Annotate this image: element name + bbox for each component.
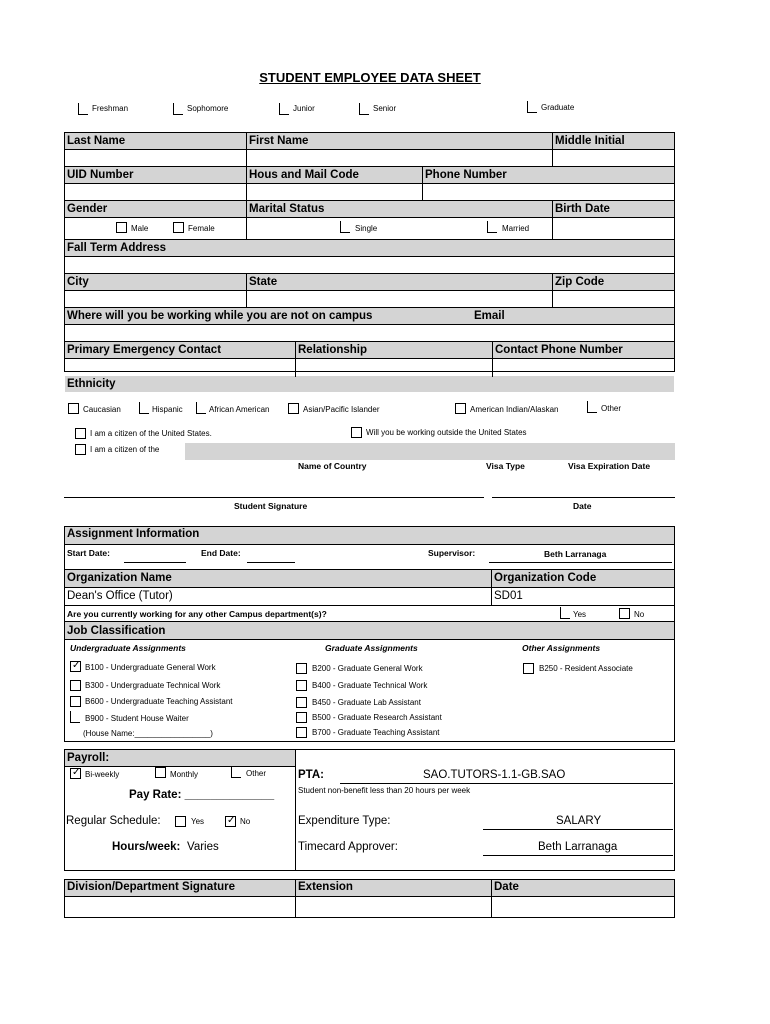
schedule-no-checkbox[interactable] — [225, 816, 236, 827]
b300-label: B300 - Undergraduate Technical Work — [85, 681, 221, 690]
american-indian-label: American Indian/Alaskan — [470, 405, 559, 414]
senior-checkbox[interactable] — [359, 103, 369, 115]
phone-label: Phone Number — [425, 169, 507, 181]
freshman-label: Freshman — [92, 104, 129, 113]
b200-checkbox[interactable] — [296, 663, 307, 674]
relationship-label: Relationship — [298, 344, 368, 356]
hispanic-label: Hispanic — [152, 405, 183, 414]
check-icon: ✓ — [72, 660, 81, 671]
middle-initial-label: Middle Initial — [555, 135, 625, 147]
b300-checkbox[interactable] — [70, 680, 81, 691]
org-name-value: Dean's Office (Tutor) — [67, 590, 173, 602]
junior-checkbox[interactable] — [279, 103, 289, 115]
citizen-us-checkbox[interactable] — [75, 428, 86, 439]
regular-schedule-label: Regular Schedule: — [66, 815, 161, 827]
other-ethnicity-label: Other — [601, 404, 622, 413]
extension-label: Extension — [298, 881, 353, 893]
female-label: Female — [188, 224, 215, 233]
email-label: Email — [474, 310, 505, 322]
senior-label: Senior — [373, 104, 397, 113]
city-label: City — [67, 276, 89, 288]
biweekly-checkbox[interactable] — [70, 768, 81, 779]
gender-label: Gender — [67, 203, 108, 215]
male-label: Male — [131, 224, 149, 233]
b250-label: B250 - Resident Associate — [539, 664, 633, 673]
zip-label: Zip Code — [555, 276, 605, 288]
page-title: STUDENT EMPLOYEE DATA SHEET — [259, 70, 481, 85]
single-label: Single — [355, 224, 378, 233]
hous-mail-label: Hous and Mail Code — [249, 169, 359, 181]
graduate-checkbox[interactable] — [527, 101, 537, 113]
approver-label: Timecard Approver: — [298, 841, 398, 853]
contact-phone-label: Contact Phone Number — [495, 344, 623, 356]
division-signature-label: Division/Department Signature — [67, 881, 236, 893]
row2-header-band — [65, 167, 674, 183]
married-checkbox[interactable] — [487, 221, 497, 233]
hispanic-checkbox[interactable] — [139, 402, 149, 414]
b400-label: B400 - Graduate Technical Work — [312, 681, 428, 690]
ethnicity-header-band — [65, 376, 674, 392]
house-name-field[interactable]: (House Name:_________________) — [83, 729, 213, 738]
ug-assignments-header: Undergraduate Assignments — [70, 643, 186, 653]
b100-checkbox[interactable] — [70, 661, 81, 672]
org-code-value: SD01 — [494, 590, 523, 602]
outside-us-checkbox[interactable] — [351, 427, 362, 438]
b200-label: B200 - Graduate General Work — [312, 664, 423, 673]
b600-label: B600 - Undergraduate Teaching Assistant — [85, 697, 233, 706]
student-signature-line[interactable] — [64, 497, 484, 498]
b700-checkbox[interactable] — [296, 727, 307, 738]
b250-checkbox[interactable] — [523, 663, 534, 674]
pta-value: SAO.TUTORS-1.1-GB.SAO — [423, 769, 566, 781]
citizen-other-checkbox[interactable] — [75, 444, 86, 455]
african-american-label: African American — [209, 405, 270, 414]
junior-label: Junior — [293, 104, 315, 113]
name-of-country-label: Name of Country — [298, 461, 367, 471]
student-signature-label: Student Signature — [234, 501, 308, 511]
asian-pacific-label: Asian/Pacific Islander — [303, 405, 380, 414]
hours-week-label: Hours/week: — [112, 841, 181, 853]
grad-assignments-header: Graduate Assignments — [325, 643, 418, 653]
other-assignments-header: Other Assignments — [522, 643, 601, 653]
citizen-us-label: I am a citizen of the United States. — [90, 429, 212, 438]
outside-us-label: Will you be working outside the United States — [366, 428, 527, 437]
country-input-band[interactable] — [185, 443, 675, 460]
other-dept-no-label: No — [634, 610, 645, 619]
first-name-label: First Name — [249, 135, 309, 147]
footer-date-label: Date — [494, 881, 519, 893]
check-icon: ✓ — [72, 767, 81, 778]
start-date-label: Start Date: — [67, 548, 110, 558]
start-date-line[interactable] — [124, 562, 186, 563]
student-date-label: Date — [573, 501, 592, 511]
b500-label: B500 - Graduate Research Assistant — [312, 713, 442, 722]
expenditure-label: Expenditure Type: — [298, 815, 391, 827]
student-date-line[interactable] — [492, 497, 675, 498]
b450-checkbox[interactable] — [296, 697, 307, 708]
female-checkbox[interactable] — [173, 222, 184, 233]
hours-week-value: Varies — [187, 841, 219, 853]
last-name-label: Last Name — [67, 135, 126, 147]
expenditure-value: SALARY — [556, 815, 602, 827]
sophomore-checkbox[interactable] — [173, 103, 183, 115]
other-pay-checkbox[interactable] — [231, 766, 241, 778]
other-ethnicity-checkbox[interactable] — [587, 401, 597, 413]
b900-checkbox[interactable] — [70, 711, 80, 723]
b400-checkbox[interactable] — [296, 680, 307, 691]
b450-label: B450 - Graduate Lab Assistant — [312, 698, 421, 707]
biweekly-label: Bi-weekly — [85, 770, 120, 779]
other-dept-yes-label: Yes — [573, 610, 587, 619]
assignment-header: Assignment Information — [67, 528, 200, 540]
asian-pacific-checkbox[interactable] — [288, 403, 299, 414]
b500-checkbox[interactable] — [296, 712, 307, 723]
uid-label: UID Number — [67, 169, 134, 181]
african-american-checkbox[interactable] — [196, 402, 206, 414]
other-dept-question: Are you currently working for any other Campus department(s)? — [67, 609, 327, 619]
monthly-label: Monthly — [170, 770, 199, 779]
check-icon: ✓ — [227, 815, 236, 826]
birth-date-label: Birth Date — [555, 203, 610, 215]
state-label: State — [249, 276, 278, 288]
other-pay-label: Other — [246, 769, 267, 778]
org-code-label: Organization Code — [494, 572, 597, 584]
pay-rate-field[interactable]: Pay Rate: ______________ — [129, 789, 275, 801]
male-checkbox[interactable] — [116, 222, 127, 233]
schedule-no-label: No — [240, 817, 251, 826]
marital-label: Marital Status — [249, 203, 325, 215]
ethnicity-label: Ethnicity — [67, 378, 116, 390]
end-date-line[interactable] — [247, 562, 295, 563]
single-checkbox[interactable] — [340, 221, 350, 233]
payroll-header: Payroll: — [67, 752, 110, 764]
caucasian-checkbox[interactable] — [68, 403, 79, 414]
approver-value: Beth Larranaga — [538, 841, 618, 853]
other-dept-yes-checkbox[interactable] — [560, 607, 570, 619]
b100-label: B100 - Undergraduate General Work — [85, 663, 216, 672]
american-indian-checkbox[interactable] — [455, 403, 466, 414]
b700-label: B700 - Graduate Teaching Assistant — [312, 728, 440, 737]
schedule-yes-checkbox[interactable] — [175, 816, 186, 827]
b900-label: B900 - Student House Waiter — [85, 714, 189, 723]
schedule-yes-label: Yes — [191, 817, 205, 826]
pta-label: PTA: — [298, 769, 324, 781]
caucasian-label: Caucasian — [83, 405, 121, 414]
supervisor-label: Supervisor: — [428, 548, 476, 558]
graduate-label: Graduate — [541, 103, 575, 112]
married-label: Married — [502, 224, 530, 233]
non-benefit-note: Student non-benefit less than 20 hours per week — [298, 786, 471, 795]
b600-checkbox[interactable] — [70, 696, 81, 707]
citizen-other-label: I am a citizen of the — [90, 445, 160, 454]
visa-expiration-label: Visa Expiration Date — [568, 461, 651, 471]
sophomore-label: Sophomore — [187, 104, 229, 113]
job-classification-header: Job Classification — [67, 625, 166, 637]
org-name-label: Organization Name — [67, 572, 172, 584]
monthly-checkbox[interactable] — [155, 767, 166, 778]
off-campus-label: Where will you be working while you are not on campus — [67, 310, 373, 322]
emergency-label: Primary Emergency Contact — [67, 344, 222, 356]
other-dept-no-checkbox[interactable] — [619, 608, 630, 619]
supervisor-value: Beth Larranaga — [544, 549, 607, 559]
end-date-label: End Date: — [201, 548, 241, 558]
visa-type-label: Visa Type — [486, 461, 525, 471]
freshman-checkbox[interactable] — [78, 103, 88, 115]
fall-address-label: Fall Term Address — [67, 242, 167, 254]
